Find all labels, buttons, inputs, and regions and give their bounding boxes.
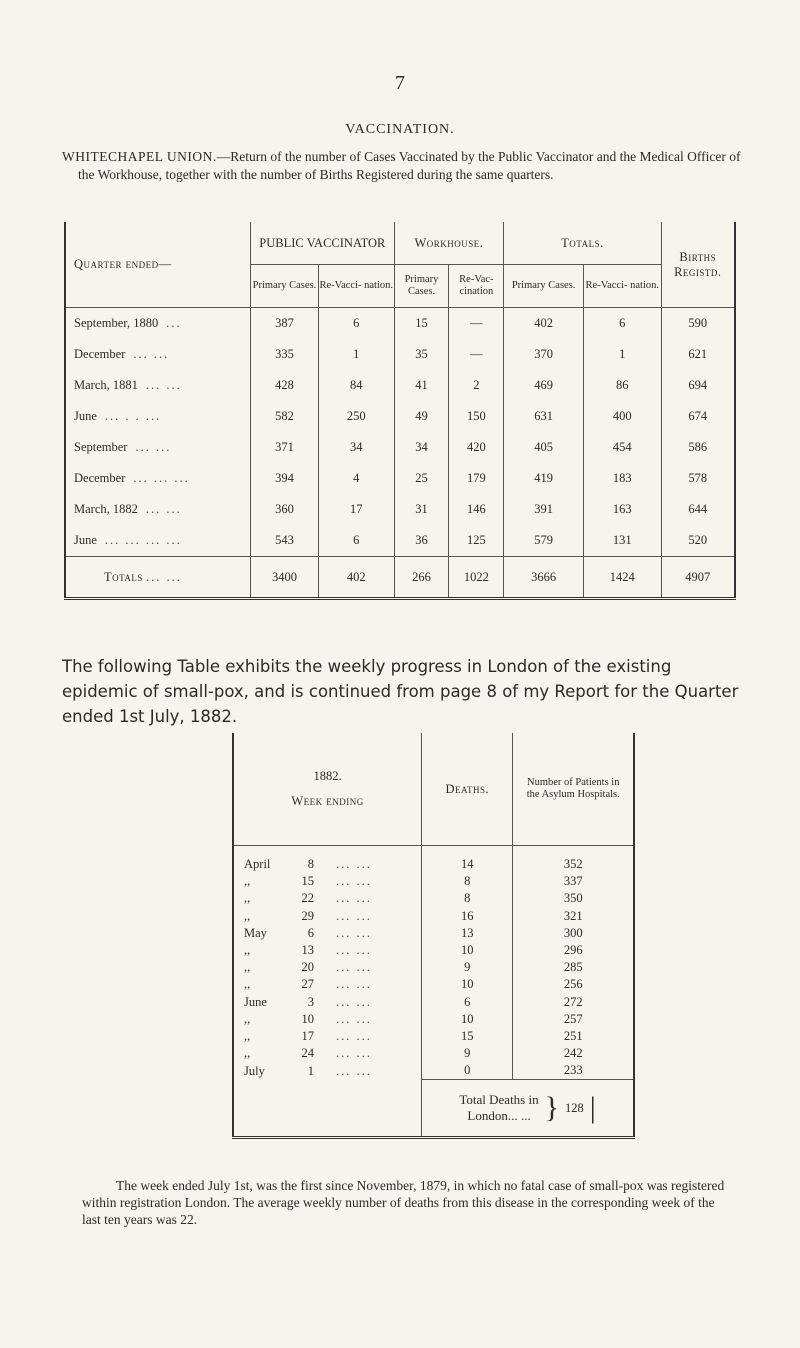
quarter-label: March, 1881 — [74, 378, 138, 392]
deaths-cell: 0 — [422, 1062, 513, 1080]
leader-dots: ... ... — [336, 891, 372, 906]
week-row — [233, 908, 634, 925]
week-month: ,, — [244, 943, 251, 958]
deaths-cell: 10 — [422, 1011, 513, 1028]
tot-revacc-header: Re-Vacci- nation. — [583, 265, 661, 308]
intro-lead: WHITECHAPEL UNION. — [62, 149, 217, 164]
total-deaths-row — [233, 1080, 634, 1138]
tot-primary-cell: 631 — [504, 401, 584, 432]
week-row — [233, 976, 634, 993]
public-vaccinator-header: PUBLIC VACCINATOR — [251, 222, 395, 265]
tot-primary-cell: 579 — [504, 525, 584, 557]
pv-primary-cell: 387 — [251, 308, 319, 340]
wh-revacc-cell: 125 — [449, 525, 504, 557]
quarter-header: Quarter ended— — [65, 222, 251, 308]
quarter-row — [65, 525, 735, 557]
week-ending-header-cell — [233, 733, 422, 846]
week-day: 24 — [301, 1046, 314, 1061]
deaths-cell: 14 — [422, 846, 513, 874]
births-cell: 674 — [661, 401, 735, 432]
totals-wh-primary: 266 — [394, 557, 449, 599]
wh-primary-cell: 31 — [394, 494, 449, 525]
quarter-row — [65, 494, 735, 525]
week-cell — [233, 873, 422, 890]
leader-dots: ... ... — [336, 925, 372, 940]
quarter-row — [65, 432, 735, 463]
patients-cell: 321 — [513, 908, 634, 925]
patients-cell: 296 — [513, 942, 634, 959]
quarter-cell — [65, 401, 251, 432]
week-row — [233, 942, 634, 959]
week-day: 1 — [307, 1063, 314, 1078]
births-cell: 621 — [661, 339, 735, 370]
quarter-row — [65, 463, 735, 494]
leader-dots: ... ... — [336, 1063, 372, 1078]
patients-cell: 352 — [513, 846, 634, 874]
quarter-cell — [65, 308, 251, 340]
patients-cell: 233 — [513, 1062, 634, 1080]
week-row — [233, 890, 634, 907]
patients-cell: 337 — [513, 873, 634, 890]
week-month: April — [244, 857, 271, 872]
totals-label: Totals — [104, 569, 143, 584]
week-day: 15 — [301, 874, 314, 889]
total-deaths-value: 128 — [565, 1101, 584, 1116]
week-cell — [233, 1062, 422, 1080]
patients-cell: 257 — [513, 1011, 634, 1028]
leader-dots: ... ... — [133, 347, 170, 361]
tot-primary-header: Primary Cases. — [504, 265, 584, 308]
week-day: 17 — [301, 1028, 314, 1043]
workhouse-header: Workhouse. — [394, 222, 504, 265]
leader-dots: ... ... — [336, 977, 372, 992]
total-deaths-label-1: Total Deaths in — [459, 1092, 539, 1108]
leader-dots: ... ... — [336, 960, 372, 975]
wh-primary-cell: 34 — [394, 432, 449, 463]
quarter-cell — [65, 463, 251, 494]
total-deaths-spacer — [233, 1080, 422, 1138]
week-day: 20 — [301, 960, 314, 975]
smallpox-paragraph: The following Table exhibits the weekly progress in London of the existing epidemic of small-pox, and is continued from page 8 of my Report for the Quarter ended 1st July, 1882. — [62, 657, 739, 726]
tot-revacc-cell: 131 — [583, 525, 661, 557]
pv-revacc-cell: 17 — [318, 494, 394, 525]
wh-primary-header: Primary Cases. — [394, 265, 449, 308]
week-cell — [233, 959, 422, 976]
week-row — [233, 873, 634, 890]
leader-dots: ... ... — [145, 502, 182, 516]
week-day: 3 — [307, 994, 314, 1009]
deaths-cell: 13 — [422, 925, 513, 942]
quarter-row — [65, 370, 735, 401]
week-cell — [233, 976, 422, 993]
pv-revacc-cell: 6 — [318, 308, 394, 340]
births-cell: 694 — [661, 370, 735, 401]
week-month: ,, — [244, 1046, 251, 1061]
tot-revacc-cell: 1 — [583, 339, 661, 370]
wh-primary-cell: 25 — [394, 463, 449, 494]
week-row — [233, 846, 634, 874]
deaths-cell: 9 — [422, 959, 513, 976]
quarter-label: September, 1880 — [74, 316, 159, 330]
births-cell: 590 — [661, 308, 735, 340]
week-cell — [233, 846, 422, 874]
quarter-label: June — [74, 533, 97, 547]
patients-cell: 251 — [513, 1028, 634, 1045]
tot-primary-cell: 370 — [504, 339, 584, 370]
week-cell — [233, 994, 422, 1011]
pv-revacc-cell: 4 — [318, 463, 394, 494]
week-month: ,, — [244, 1028, 251, 1043]
wh-primary-cell: 35 — [394, 339, 449, 370]
pv-revacc-cell: 1 — [318, 339, 394, 370]
tot-revacc-cell: 86 — [583, 370, 661, 401]
quarter-label: December — [74, 347, 126, 361]
total-deaths-cell — [422, 1080, 634, 1138]
pv-primary-cell: 582 — [251, 401, 319, 432]
week-day: 27 — [301, 977, 314, 992]
section-heading: VACCINATION. — [345, 122, 455, 137]
week-day: 13 — [301, 943, 314, 958]
wh-primary-cell: 49 — [394, 401, 449, 432]
births-cell: 578 — [661, 463, 735, 494]
births-cell: 586 — [661, 432, 735, 463]
totals-pv-revacc: 402 — [318, 557, 394, 599]
deaths-cell: 8 — [422, 890, 513, 907]
tot-revacc-cell: 183 — [583, 463, 661, 494]
quarter-cell — [65, 494, 251, 525]
leader-dots: ... ... — [336, 857, 372, 872]
totals-pv-primary: 3400 — [251, 557, 319, 599]
wh-revacc-header: Re-Vac- cination — [449, 265, 504, 308]
vaccination-table — [64, 222, 736, 600]
totals-row — [65, 557, 735, 599]
deaths-cell: 10 — [422, 976, 513, 993]
week-month: ,, — [244, 891, 251, 906]
week-month: ,, — [244, 977, 251, 992]
births-cell: 644 — [661, 494, 735, 525]
quarter-cell — [65, 432, 251, 463]
quarter-label: June — [74, 409, 97, 423]
week-cell — [233, 1028, 422, 1045]
leader-dots: ... ... — [135, 440, 172, 454]
leader-dots: ... ... — [336, 994, 372, 1009]
week-cell — [233, 1011, 422, 1028]
week-day: 22 — [301, 891, 314, 906]
deaths-cell: 9 — [422, 1045, 513, 1062]
week-month: ,, — [244, 960, 251, 975]
week-month: ,, — [244, 1011, 251, 1026]
brace-right: | — [589, 1091, 596, 1125]
tot-primary-cell: 391 — [504, 494, 584, 525]
week-row — [233, 1011, 634, 1028]
quarter-cell — [65, 370, 251, 401]
wh-primary-cell: 36 — [394, 525, 449, 557]
week-cell — [233, 890, 422, 907]
totals-births: 4907 — [661, 557, 735, 599]
quarter-row — [65, 308, 735, 340]
wh-revacc-cell: 2 — [449, 370, 504, 401]
totals-header: Totals. — [504, 222, 661, 265]
pv-primary-cell: 360 — [251, 494, 319, 525]
quarter-label: September — [74, 440, 128, 454]
pv-primary-cell: 335 — [251, 339, 319, 370]
quarter-cell — [65, 525, 251, 557]
quarter-row — [65, 339, 735, 370]
week-row — [233, 1062, 634, 1080]
quarter-row — [65, 401, 735, 432]
week-cell — [233, 925, 422, 942]
tot-revacc-cell: 454 — [583, 432, 661, 463]
pv-primary-cell: 371 — [251, 432, 319, 463]
pv-primary-cell: 543 — [251, 525, 319, 557]
quarter-cell — [65, 339, 251, 370]
page-number: 7 — [395, 72, 405, 94]
leader-dots: ... ... ... ... — [104, 533, 182, 547]
pv-primary-cell: 394 — [251, 463, 319, 494]
year-label: 1882. — [313, 769, 342, 783]
wh-revacc-cell: 150 — [449, 401, 504, 432]
wh-revacc-cell: 146 — [449, 494, 504, 525]
week-cell — [233, 1045, 422, 1062]
patients-cell: 350 — [513, 890, 634, 907]
leader-dots: ... ... — [336, 943, 372, 958]
week-day: 6 — [307, 925, 314, 940]
leader-dots: ... ... ... — [133, 471, 190, 485]
intro-paragraph — [62, 148, 760, 184]
week-day: 10 — [301, 1011, 314, 1026]
leader-dots: ... ... — [145, 378, 182, 392]
totals-dots: ... ... — [146, 569, 182, 584]
week-row — [233, 959, 634, 976]
patients-cell: 242 — [513, 1045, 634, 1062]
tot-revacc-cell: 163 — [583, 494, 661, 525]
quarter-label: December — [74, 471, 126, 485]
wh-revacc-cell: 179 — [449, 463, 504, 494]
pv-primary-cell: 428 — [251, 370, 319, 401]
pv-revacc-header: Re-Vacci- nation. — [318, 265, 394, 308]
tot-revacc-cell: 400 — [583, 401, 661, 432]
leader-dots: ... ... — [336, 1046, 372, 1061]
week-day: 8 — [307, 857, 314, 872]
tot-primary-cell: 419 — [504, 463, 584, 494]
births-header: Births Registd. — [661, 222, 735, 308]
totals-tot-revacc: 1424 — [583, 557, 661, 599]
patients-cell: 285 — [513, 959, 634, 976]
leader-dots: ... ... — [336, 908, 372, 923]
total-deaths-label-2: London... ... — [467, 1108, 531, 1124]
patients-cell: 272 — [513, 994, 634, 1011]
week-month: May — [244, 925, 267, 940]
week-cell — [233, 908, 422, 925]
deaths-header: Deaths. — [422, 733, 513, 846]
brace-left: } — [544, 1091, 560, 1125]
patients-header: Number of Patients in the Asylum Hospitals. — [513, 733, 634, 846]
leader-dots: ... — [166, 316, 182, 330]
week-row — [233, 1045, 634, 1062]
tot-primary-cell: 469 — [504, 370, 584, 401]
patients-cell: 256 — [513, 976, 634, 993]
totals-wh-revacc: 1022 — [449, 557, 504, 599]
wh-primary-cell: 41 — [394, 370, 449, 401]
deaths-cell: 8 — [422, 873, 513, 890]
tot-primary-cell: 405 — [504, 432, 584, 463]
patients-cell: 300 — [513, 925, 634, 942]
week-row — [233, 994, 634, 1011]
week-cell — [233, 942, 422, 959]
week-row — [233, 925, 634, 942]
pv-primary-header: Primary Cases. — [251, 265, 319, 308]
week-day: 29 — [301, 908, 314, 923]
totals-label-cell — [65, 557, 251, 599]
pv-revacc-cell: 250 — [318, 401, 394, 432]
footnote: The week ended July 1st, was the first since November, 1879, in which no fatal case of small-pox was registered within registration London. The average weekly number of deaths from this disease in the corresponding week of the last ten years was 22. — [82, 1178, 725, 1227]
week-month: July — [244, 1063, 265, 1078]
pv-revacc-cell: 34 — [318, 432, 394, 463]
wh-primary-cell: 15 — [394, 308, 449, 340]
pv-revacc-cell: 84 — [318, 370, 394, 401]
deaths-cell: 10 — [422, 942, 513, 959]
births-cell: 520 — [661, 525, 735, 557]
tot-primary-cell: 402 — [504, 308, 584, 340]
leader-dots: ... ... — [336, 874, 372, 889]
intro-text: —Return of the number of Cases Vaccinated by the Public Vaccinator and the Medical Officer of the Workhouse, together with the number of Births Registered during the same quarters. — [78, 149, 741, 182]
leader-dots: ... ... — [336, 1011, 372, 1026]
smallpox-table — [232, 733, 635, 1139]
week-month: June — [244, 994, 267, 1009]
leader-dots: ... ... — [336, 1028, 372, 1043]
deaths-cell: 16 — [422, 908, 513, 925]
wh-revacc-cell: — — [449, 308, 504, 340]
wh-revacc-cell: — — [449, 339, 504, 370]
deaths-cell: 6 — [422, 994, 513, 1011]
deaths-cell: 15 — [422, 1028, 513, 1045]
week-row — [233, 1028, 634, 1045]
leader-dots: ... . . ... — [104, 409, 162, 423]
week-month: ,, — [244, 908, 251, 923]
pv-revacc-cell: 6 — [318, 525, 394, 557]
wh-revacc-cell: 420 — [449, 432, 504, 463]
totals-tot-primary: 3666 — [504, 557, 584, 599]
quarter-label: March, 1882 — [74, 502, 138, 516]
tot-revacc-cell: 6 — [583, 308, 661, 340]
week-month: ,, — [244, 874, 251, 889]
week-ending-header: Week ending — [291, 794, 364, 808]
